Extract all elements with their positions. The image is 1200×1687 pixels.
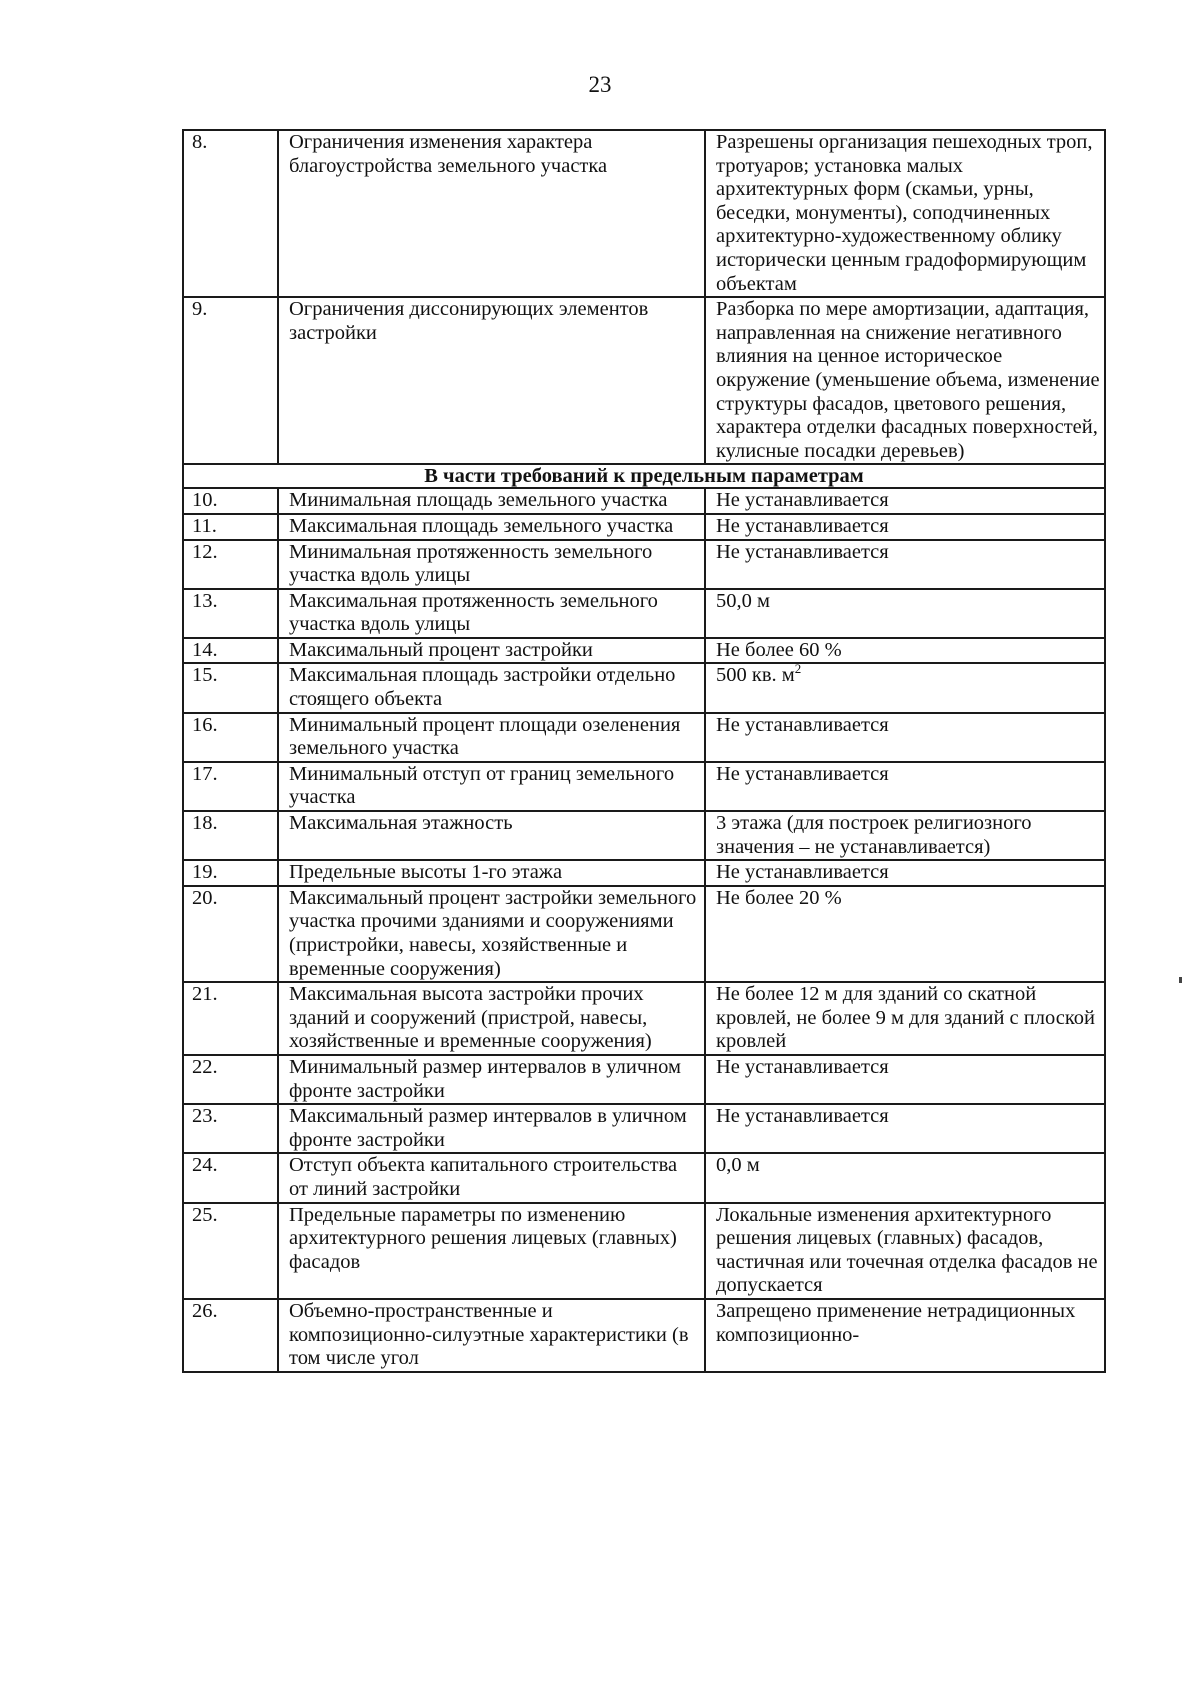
parameter-name: Ограничения диссонирующих элементов застройки	[278, 297, 705, 464]
parameter-name: Объемно-пространственные и композиционно-силуэтные характеристики (в том числе угол	[278, 1299, 705, 1372]
table-row	[183, 488, 1105, 514]
parameter-value-text: Не устанавливается	[716, 489, 889, 512]
table-row	[183, 130, 1105, 297]
row-number: 14.	[183, 638, 278, 664]
row-number: 12.	[183, 540, 278, 589]
table-row	[183, 860, 1105, 886]
parameter-value	[705, 1153, 1105, 1202]
table-body-lower	[183, 488, 1105, 1371]
row-number: 10.	[183, 488, 278, 514]
row-number: 11.	[183, 514, 278, 540]
parameter-value	[705, 811, 1105, 860]
parameter-value-text: Не более 60 %	[716, 638, 842, 661]
parameter-value-text: Не устанавливается	[716, 713, 889, 736]
row-number: 18.	[183, 811, 278, 860]
parameter-value	[705, 860, 1105, 886]
parameter-name: Минимальная площадь земельного участка	[278, 488, 705, 514]
parameter-name: Отступ объекта капитального строительства от линий застройки	[278, 1153, 705, 1202]
table-row	[183, 762, 1105, 811]
table-row	[183, 540, 1105, 589]
parameter-value	[705, 589, 1105, 638]
parameter-value	[705, 982, 1105, 1055]
parameter-name: Максимальная площадь застройки отдельно стоящего объекта	[278, 663, 705, 712]
parameter-value	[705, 1055, 1105, 1104]
table-row	[183, 663, 1105, 712]
parameter-value	[705, 540, 1105, 589]
parameter-value-text: Не устанавливается	[716, 540, 889, 563]
parameter-value-text: Не устанавливается	[716, 861, 889, 884]
table-row	[183, 1203, 1105, 1299]
parameter-value-text: 3 этажа (для построек религиозного значения – не устанавливается)	[716, 812, 1032, 858]
row-number: 17.	[183, 762, 278, 811]
row-number: 16.	[183, 713, 278, 762]
table-row	[183, 1299, 1105, 1372]
scan-speck	[1179, 977, 1182, 983]
parameter-value	[705, 1299, 1105, 1372]
requirements-table	[182, 129, 1106, 1373]
parameter-value	[705, 488, 1105, 514]
parameter-value-text: 0,0 м	[716, 1154, 760, 1177]
parameter-name: Максимальная этажность	[278, 811, 705, 860]
table-row	[183, 982, 1105, 1055]
row-number: 23.	[183, 1104, 278, 1153]
row-number: 13.	[183, 589, 278, 638]
row-number: 9.	[183, 297, 278, 464]
parameter-value-text: 50,0 м	[716, 589, 770, 612]
parameter-value-text: Разборка по мере амортизации, адаптация, направленная на снижение негативного влияния на ценное историческое окружение (уменьшение объема, изменение структуры фасадов, цветового решения, характера отделки фасадных поверхностей, кулисные посадки деревьев)	[716, 298, 1100, 462]
parameter-value	[705, 663, 1105, 712]
parameter-name: Максимальный процент застройки земельного участка прочими зданиями и сооружениями (пристройки, навесы, хозяйственные и временные сооружения)	[278, 886, 705, 982]
parameter-name: Максимальная высота застройки прочих зданий и сооружений (пристрой, навесы, хозяйственные и временные сооружения)	[278, 982, 705, 1055]
parameter-value-text: 500 кв. м	[716, 664, 795, 687]
row-number: 19.	[183, 860, 278, 886]
table-row	[183, 638, 1105, 664]
table-row	[183, 1055, 1105, 1104]
parameter-name: Минимальный размер интервалов в уличном фронте застройки	[278, 1055, 705, 1104]
table-row	[183, 297, 1105, 464]
page-number: 23	[588, 72, 612, 97]
parameter-value	[705, 886, 1105, 982]
row-number: 25.	[183, 1203, 278, 1299]
parameter-name: Максимальный процент застройки	[278, 638, 705, 664]
parameter-value	[705, 514, 1105, 540]
parameter-value-text: Разрешены организация пешеходных троп, тротуаров; установка малых архитектурных форм (скамьи, урны, беседки, монументы), соподчиненных архитектурно-художественному облику исторически ценным градоформирующим объектам	[716, 131, 1093, 295]
parameter-name: Максимальная площадь земельного участка	[278, 514, 705, 540]
superscript-exponent: 2	[794, 661, 802, 677]
table-row	[183, 589, 1105, 638]
parameter-value-text: Не устанавливается	[716, 762, 889, 785]
parameter-value	[705, 638, 1105, 664]
row-number: 24.	[183, 1153, 278, 1202]
parameter-name: Предельные высоты 1-го этажа	[278, 860, 705, 886]
parameter-value-text: Не более 12 м для зданий со скатной кровлей, не более 9 м для зданий с плоской кровлей	[716, 983, 1095, 1053]
parameter-value	[705, 1203, 1105, 1299]
parameter-name: Ограничения изменения характера благоустройства земельного участка	[278, 130, 705, 297]
parameter-name: Минимальный процент площади озеленения земельного участка	[278, 713, 705, 762]
parameter-value	[705, 762, 1105, 811]
parameter-value-text: Запрещено применение нетрадиционных композиционно-	[716, 1299, 1076, 1346]
parameter-value-text: Не более 20 %	[716, 886, 842, 909]
row-number: 22.	[183, 1055, 278, 1104]
parameter-value	[705, 1104, 1105, 1153]
parameter-name: Минимальная протяженность земельного участка вдоль улицы	[278, 540, 705, 589]
table-row	[183, 713, 1105, 762]
row-number: 8.	[183, 130, 278, 297]
section-header-row	[183, 464, 1105, 488]
parameter-value-text: Не устанавливается	[716, 514, 889, 537]
row-number: 20.	[183, 886, 278, 982]
parameter-value	[705, 130, 1105, 297]
parameter-name: Предельные параметры по изменению архитектурного решения лицевых (главных) фасадов	[278, 1203, 705, 1299]
table-row	[183, 514, 1105, 540]
parameter-value-text: Локальные изменения архитектурного решения лицевых (главных) фасадов, частичная или точечная отделка фасадов не допускается	[716, 1203, 1098, 1297]
row-number: 21.	[183, 982, 278, 1055]
table-row	[183, 811, 1105, 860]
parameter-name: Минимальный отступ от границ земельного участка	[278, 762, 705, 811]
section-title: В части требований к предельным параметрам	[183, 464, 1105, 488]
parameter-value	[705, 713, 1105, 762]
row-number: 26.	[183, 1299, 278, 1372]
parameter-name: Максимальный размер интервалов в уличном фронте застройки	[278, 1104, 705, 1153]
parameter-name: Максимальная протяженность земельного участка вдоль улицы	[278, 589, 705, 638]
table-row	[183, 1104, 1105, 1153]
parameter-value-text: Не устанавливается	[716, 1105, 889, 1128]
row-number: 15.	[183, 663, 278, 712]
section-row-group	[183, 464, 1105, 488]
parameter-value	[705, 297, 1105, 464]
table-body-upper	[183, 130, 1105, 464]
parameter-value-text: Не устанавливается	[716, 1055, 889, 1078]
table-row	[183, 1153, 1105, 1202]
table-row	[183, 886, 1105, 982]
